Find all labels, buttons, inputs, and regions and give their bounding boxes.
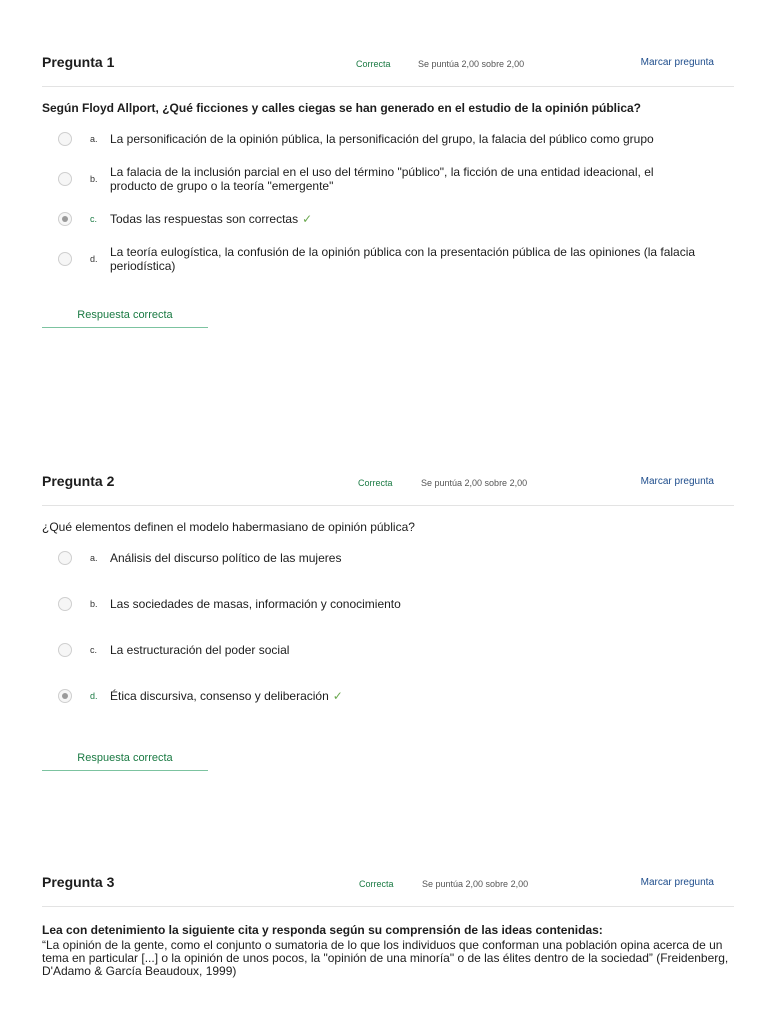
- flag-question-link[interactable]: Marcar pregunta: [640, 476, 714, 487]
- question-state: Correcta: [359, 879, 394, 889]
- answer-letter: a.: [90, 553, 98, 563]
- question-3: [42, 866, 734, 978]
- question-title: Pregunta 3: [42, 874, 115, 890]
- question-1: [42, 46, 734, 328]
- answer-text: Análisis del discurso político de las mujeres: [110, 551, 342, 565]
- question-2: [42, 465, 734, 771]
- answer-list: [42, 127, 734, 273]
- answer-letter: d.: [90, 691, 98, 701]
- question-header: [42, 46, 734, 87]
- answer-letter: d.: [90, 254, 98, 264]
- question-state: Correcta: [358, 478, 393, 488]
- answer-option-b[interactable]: [58, 592, 734, 616]
- question-header: [42, 465, 734, 506]
- question-header: [42, 866, 734, 907]
- answer-letter: c.: [90, 214, 98, 224]
- radio-button[interactable]: [58, 172, 72, 186]
- radio-button[interactable]: [58, 132, 72, 146]
- checkmark-icon: ✓: [332, 689, 343, 703]
- question-title: Pregunta 2: [42, 473, 115, 489]
- answer-list: [42, 546, 734, 708]
- answer-text: La falacia de la inclusión parcial en el uso del término "público", la ficción de una entidad ideacional, el producto de grupo o la teoría "emergente": [110, 165, 654, 193]
- radio-button[interactable]: [58, 643, 72, 657]
- feedback-correct: Respuesta correcta: [42, 752, 208, 771]
- radio-button[interactable]: [58, 597, 72, 611]
- question-quote: “La opinión de la gente, como el conjunto o sumatoria de lo que los individuos que conforman una población opina acerca de un tema en particular [...] o la opinión de unos pocos, la "opinión de una minoría" o de las élites dentro de la sociedad” (Freidenberg, D'Adamo & García Beaudoux, 1999): [42, 938, 729, 978]
- answer-text: La personificación de la opinión pública, la personificación del grupo, la falacia del público como grupo: [110, 132, 654, 146]
- radio-button-selected[interactable]: [58, 212, 72, 226]
- radio-button[interactable]: [58, 252, 72, 266]
- answer-text: Ética discursiva, consenso y deliberación: [110, 689, 329, 703]
- answer-option-d[interactable]: [58, 245, 734, 273]
- radio-button-selected[interactable]: [58, 689, 72, 703]
- answer-option-a[interactable]: [58, 127, 734, 151]
- answer-text: Las sociedades de masas, información y conocimiento: [110, 597, 401, 611]
- question-grade: Se puntúa 2,00 sobre 2,00: [418, 59, 525, 69]
- question-state: Correcta: [356, 59, 391, 69]
- answer-letter: b.: [90, 174, 98, 184]
- answer-text: La teoría eulogística, la confusión de la opinión pública con la presentación pública de las opiniones (la falacia periodística): [110, 245, 696, 273]
- answer-letter: b.: [90, 599, 98, 609]
- answer-option-c[interactable]: [58, 638, 734, 662]
- feedback-correct: Respuesta correcta: [42, 309, 208, 328]
- question-text: ¿Qué elementos definen el modelo habermasiano de opinión pública?: [42, 520, 415, 534]
- answer-text: Todas las respuestas son correctas: [110, 212, 299, 226]
- question-grade: Se puntúa 2,00 sobre 2,00: [421, 478, 528, 488]
- flag-question-link[interactable]: Marcar pregunta: [640, 57, 714, 68]
- checkmark-icon: ✓: [302, 212, 313, 226]
- answer-option-d[interactable]: [58, 684, 734, 708]
- answer-letter: a.: [90, 134, 98, 144]
- answer-text: La estructuración del poder social: [110, 643, 290, 657]
- question-text: Lea con detenimiento la siguiente cita y responda según su comprensión de las ideas contenidas:: [42, 923, 603, 937]
- question-title: Pregunta 1: [42, 54, 115, 70]
- answer-option-a[interactable]: [58, 546, 734, 570]
- question-text: Según Floyd Allport, ¿Qué ficciones y calles ciegas se han generado en el estudio de la opinión pública?: [42, 101, 642, 115]
- answer-option-c[interactable]: [58, 207, 734, 231]
- answer-letter: c.: [90, 645, 98, 655]
- answer-option-b[interactable]: [58, 165, 734, 193]
- radio-button[interactable]: [58, 551, 72, 565]
- flag-question-link[interactable]: Marcar pregunta: [640, 877, 714, 888]
- question-grade: Se puntúa 2,00 sobre 2,00: [422, 879, 529, 889]
